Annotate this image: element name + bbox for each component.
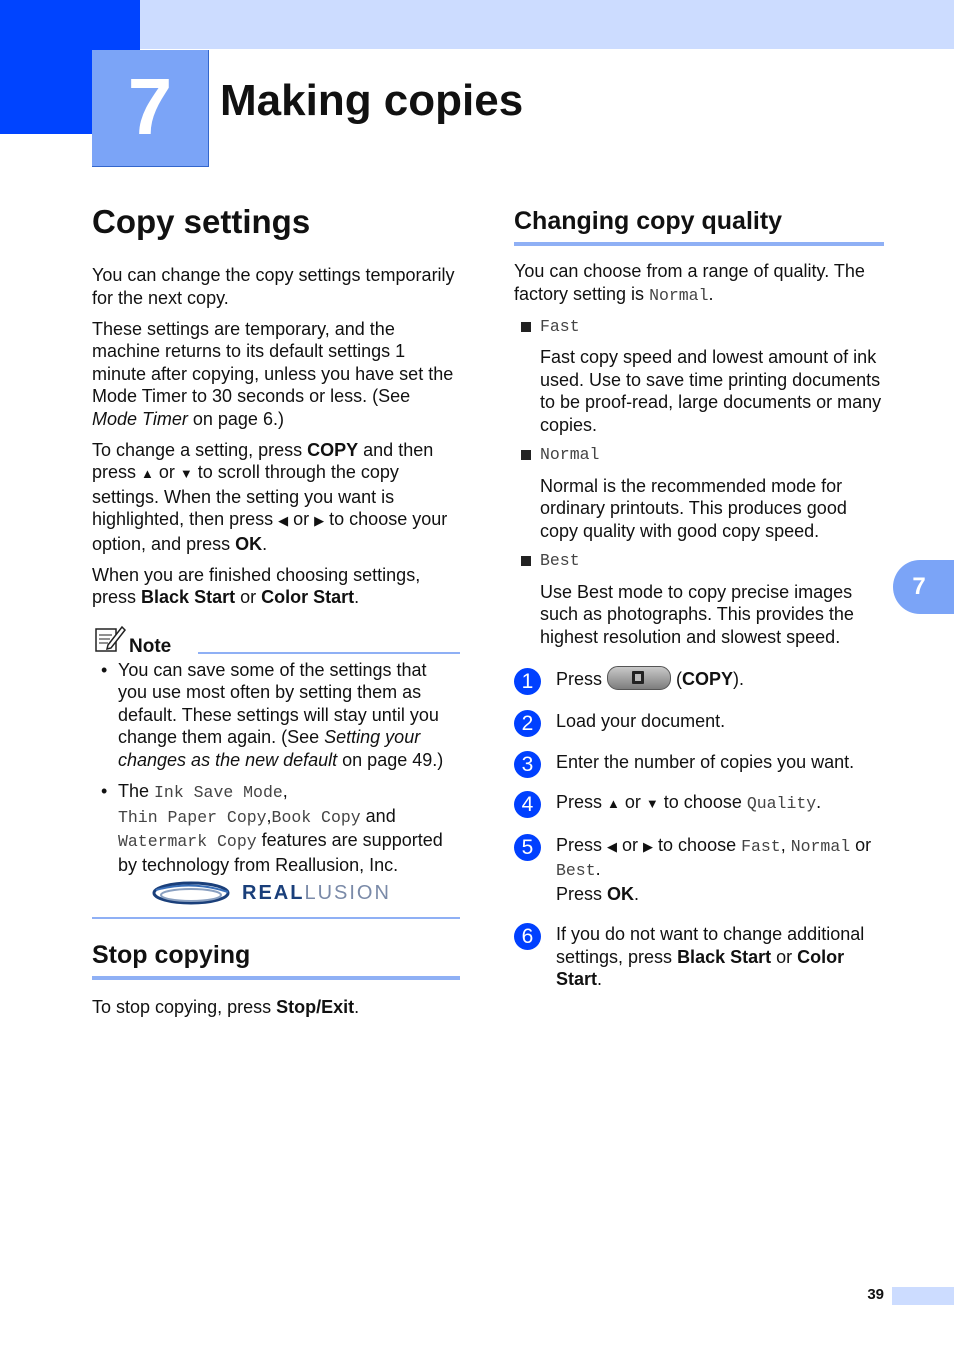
text: When you are finished choosing settings, press — [92, 564, 421, 607]
logo-text — [242, 882, 391, 905]
chapter-side-tab — [893, 560, 954, 614]
logo-text-part: REAL — [242, 881, 305, 904]
square-bullet-icon — [521, 322, 531, 332]
side-tab-number: 7 — [912, 573, 926, 600]
text: ( — [671, 669, 683, 689]
quality-option-description: Use Best mode to copy precise images such as photographs. This provides the highest resolution and slowest speed. — [540, 581, 854, 647]
quality-option — [514, 316, 884, 437]
key-name: Black Start — [141, 587, 236, 607]
note-item — [92, 780, 460, 908]
text: on page 6.) — [187, 408, 284, 429]
section-heading-stop-copying: Stop copying — [92, 939, 460, 980]
paragraph — [514, 260, 884, 307]
menu-setting: Thin Paper Copy — [118, 807, 267, 827]
paragraph — [92, 996, 460, 1019]
quality-option-description: Normal is the recommended mode for ordinary printouts. This produces good copy quality with good copy speed. — [540, 475, 847, 541]
text: You can save some of the settings that you use most often by setting them as default. These settings will stay until you change them again. (See — [118, 659, 439, 747]
chapter-title: Making copies — [220, 76, 524, 125]
paragraph — [92, 264, 460, 309]
text: or — [850, 834, 872, 855]
text: . — [816, 792, 822, 813]
text: and then press — [92, 439, 434, 482]
swoosh-icon — [152, 878, 230, 908]
text: , — [780, 834, 791, 855]
text: You can choose from a range of quality. The factory setting is — [514, 261, 865, 304]
text: or — [288, 509, 315, 529]
text: To change a setting, press — [92, 439, 308, 460]
right-column — [514, 200, 884, 991]
page-number: 39 — [867, 1286, 884, 1303]
step-number-badge: 1 — [514, 668, 541, 695]
note-header — [92, 623, 460, 659]
key-name: COPY — [307, 439, 359, 460]
text: or — [617, 834, 644, 855]
text: ). — [733, 669, 745, 689]
chapter-number-box — [92, 50, 209, 167]
menu-setting: Quality — [746, 794, 817, 814]
menu-setting: Watermark Copy — [118, 832, 257, 851]
step-number-badge: 2 — [514, 710, 541, 737]
cross-reference: Setting your changes as the new default — [118, 727, 421, 770]
quality-option-name: Normal — [540, 445, 600, 464]
key-name: Stop/Exit — [276, 997, 355, 1017]
step-1 — [514, 668, 884, 692]
step-number-badge: 5 — [514, 834, 541, 861]
quality-option — [514, 444, 884, 542]
down-arrow-icon: ▼ — [179, 466, 193, 481]
chapter-number: 7 — [127, 62, 173, 151]
left-arrow-icon: ◀ — [278, 513, 289, 528]
text: to choose your option, and press — [92, 509, 448, 554]
step-number-badge: 3 — [514, 751, 541, 778]
text: . — [634, 883, 640, 904]
paragraph — [92, 564, 460, 609]
bullet: • — [101, 659, 108, 680]
text: to scroll through the copy settings. When the setting you want is highlighted, then press — [92, 462, 399, 529]
step-2 — [514, 710, 884, 736]
text: Enter the number of copies you want. — [556, 751, 855, 772]
header-band — [0, 0, 954, 49]
step-4 — [514, 791, 884, 816]
step-number-badge: 6 — [514, 923, 541, 950]
bullet: • — [101, 781, 108, 801]
menu-setting: Fast — [741, 836, 781, 856]
key-name: Color Start — [556, 946, 845, 990]
text: to choose — [658, 792, 747, 813]
text: Load your document. — [556, 711, 726, 732]
right-arrow-icon: ▶ — [314, 513, 325, 528]
copy-button-icon — [607, 666, 671, 690]
text: . — [354, 997, 360, 1017]
text: , — [266, 805, 272, 826]
quality-option-name: Best — [540, 551, 580, 570]
menu-setting: Normal — [790, 836, 851, 856]
menu-setting: Book Copy — [271, 807, 361, 827]
section-heading-copy-quality: Changing copy quality — [514, 205, 884, 246]
text: , — [282, 781, 288, 801]
menu-setting: Ink Save Mode — [154, 783, 283, 802]
text: The — [118, 781, 155, 801]
text: or — [619, 792, 646, 813]
text: on page 49.) — [337, 749, 444, 770]
text: . — [262, 533, 268, 554]
left-column — [92, 200, 460, 1019]
quality-option — [514, 550, 884, 648]
key-name: Color Start — [261, 587, 355, 607]
down-arrow-icon: ▼ — [645, 796, 659, 812]
menu-setting: Normal — [649, 285, 709, 305]
note-rule — [198, 652, 460, 654]
step-5 — [514, 834, 884, 906]
note-pencil-icon — [94, 623, 126, 653]
text: . — [597, 969, 603, 990]
reallusion-logo — [152, 878, 460, 908]
text: features are supported by technology from Reallusion, Inc. — [118, 830, 443, 875]
cross-reference: Mode Timer — [92, 408, 188, 429]
step-6 — [514, 923, 884, 991]
section-heading-copy-settings: Copy settings — [92, 203, 311, 240]
up-arrow-icon: ▲ — [141, 466, 154, 481]
note-title: Note — [129, 635, 172, 657]
note-end-rule — [92, 917, 460, 919]
up-arrow-icon: ▲ — [607, 796, 620, 812]
text: . — [708, 283, 714, 304]
quality-option-name: Fast — [540, 316, 580, 336]
text: Press — [556, 834, 608, 855]
quality-option-description: Fast copy speed and lowest amount of ink used. Use to save time printing documents to be proof-read, large documents or many copies. — [540, 347, 882, 435]
text: and — [360, 805, 396, 826]
step-number-badge: 4 — [514, 791, 541, 818]
text: to choose — [653, 834, 742, 855]
footer-bar — [892, 1287, 954, 1305]
text: . — [354, 587, 360, 607]
logo-text-part: LUSION — [304, 881, 391, 904]
text: Press — [556, 669, 608, 689]
text: or — [771, 946, 798, 967]
paragraph — [92, 439, 460, 556]
note-item — [92, 659, 460, 772]
text: Press — [556, 883, 608, 904]
square-bullet-icon — [521, 556, 531, 566]
text: You can change the copy settings temporarily for the next copy. — [92, 265, 455, 308]
paragraph — [92, 318, 460, 431]
left-arrow-icon: ◀ — [607, 838, 618, 854]
text: To stop copying, press — [92, 997, 277, 1017]
text: . — [595, 859, 601, 880]
menu-setting: Best — [556, 861, 596, 881]
square-bullet-icon — [521, 450, 531, 460]
key-name: Black Start — [677, 946, 772, 967]
text: or — [235, 587, 262, 607]
key-name: COPY — [682, 669, 734, 689]
text: These settings are temporary, and the machine returns to its default settings 1 minute after copying, unless you have set the Mode Timer to 30 seconds or less. (See — [92, 318, 454, 406]
text: Press — [556, 792, 608, 813]
text: or — [153, 462, 180, 482]
key-name: OK — [607, 883, 635, 904]
text: If you do not want to change additional settings, press — [556, 924, 865, 967]
right-arrow-icon: ▶ — [643, 838, 654, 854]
step-3 — [514, 751, 884, 774]
key-name: OK — [235, 533, 263, 554]
